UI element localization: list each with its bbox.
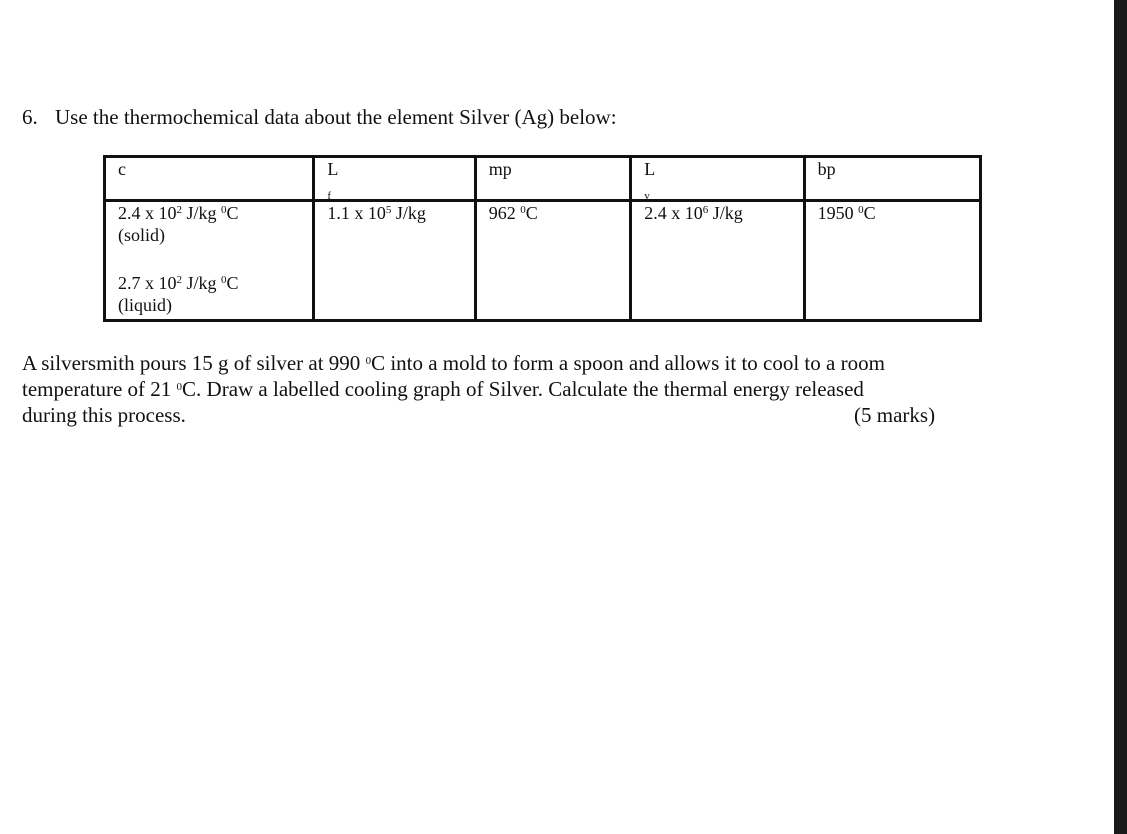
c-solid-value: 2.4 x $10^2$ J/kg $^0$C <box>118 203 239 223</box>
header-bp: bp <box>804 157 980 201</box>
header-latent-fusion: L $_f$ <box>314 157 475 201</box>
table-header-row <box>105 157 981 201</box>
window-edge <box>1114 0 1127 834</box>
cell-latent-vaporization: 2.4 x $10^6$ J/kg <box>631 201 804 321</box>
question-prompt: Use the thermochemical data about the element Silver (Ag) below: <box>55 105 617 129</box>
problem-line-3: during this process. (5 marks) <box>22 403 936 427</box>
header-latent-vaporization: L $_v$ <box>631 157 804 201</box>
cell-specific-heat <box>105 201 314 321</box>
cell-bp: 1950 $^0$C <box>804 201 980 321</box>
problem-statement <box>22 350 952 428</box>
header-c: c <box>105 157 314 201</box>
c-liquid-value: 2.7 x $10^2$ J/kg $^0$C <box>118 273 239 293</box>
problem-line-1: A silversmith pours 15 g of silver at 990 $^0$C into a mold to form a spoon and allows it to cool to a room <box>22 351 885 375</box>
problem-line-2: temperature of 21 $^0$C. Draw a labelled cooling graph of Silver. Calculate the thermal energy released <box>22 377 864 401</box>
table-row <box>105 201 981 321</box>
c-liquid-phase: (liquid) <box>118 295 172 315</box>
marks-label: (5 marks) <box>854 403 936 427</box>
cell-latent-fusion: 1.1 x $10^5$ J/kg <box>314 201 475 321</box>
cell-mp: 962 $^0$C <box>475 201 630 321</box>
question-number: 6. <box>22 105 38 129</box>
question-heading <box>22 104 617 130</box>
c-solid-phase: (solid) <box>118 225 165 245</box>
header-mp: mp <box>475 157 630 201</box>
thermochemical-data-table <box>103 155 982 322</box>
